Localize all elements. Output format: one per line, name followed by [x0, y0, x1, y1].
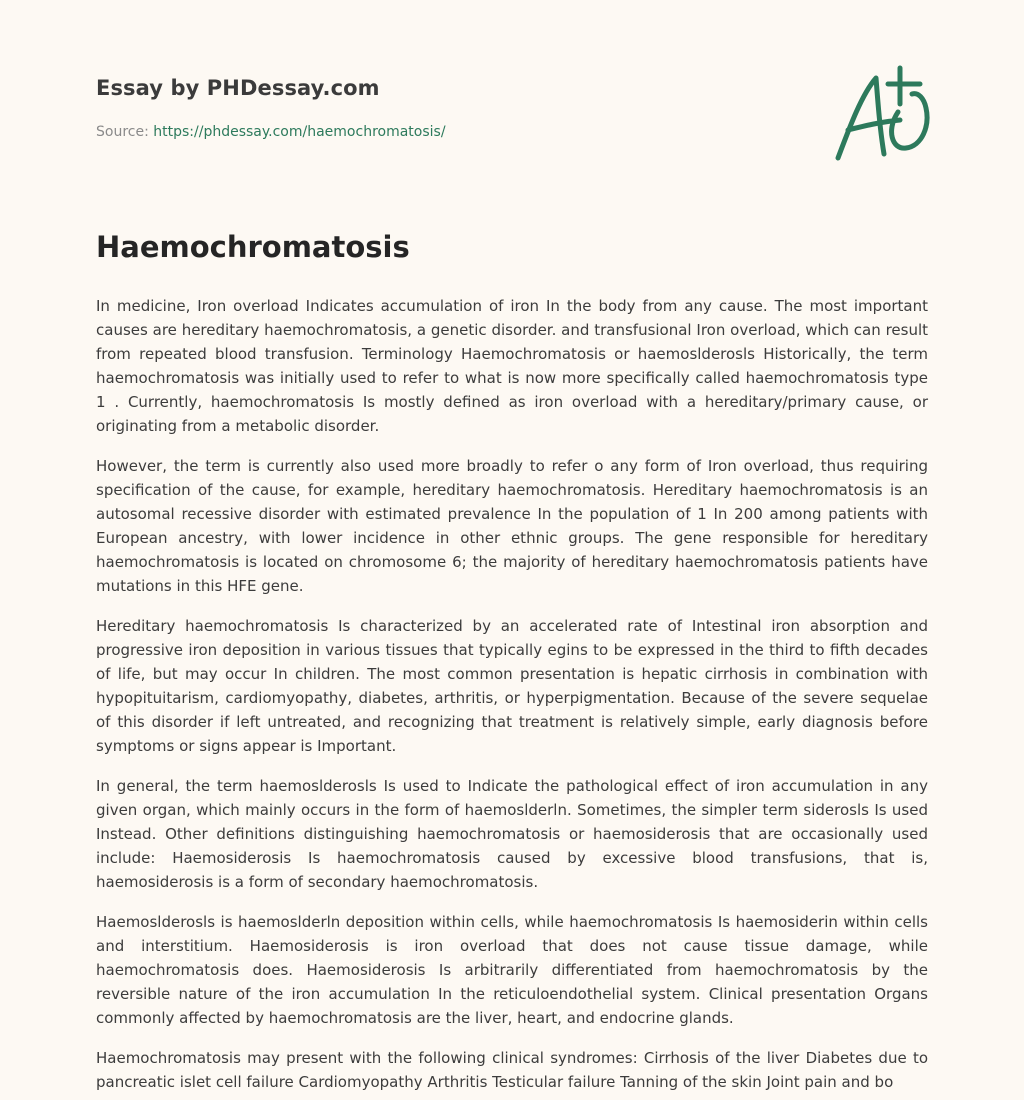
paragraph: However, the term is currently also used more broadly to refer o any form of Iron overload, thus requiring specification of the cause, for example, hereditary haemochromatosis. Hereditary haemochromatosis is an autosomal recessive disorder with estimated prevalence In the population of 1 In 200 among patients with European ancestry, with lower incidence in other ethnic groups. The gene responsible for hereditary haemochromatosis is located on chromosome 6; the majority of hereditary haemochromatosis patients have mutations in this HFE gene.	[96, 457, 928, 595]
paragraph: In medicine, Iron overload Indicates accumulation of iron In the body from any cause. The most important causes are hereditary haemochromatosis, a genetic disorder. and transfusional Iron overload, which can result from repeated blood transfusion. Terminology Haemochromatosis or haemoslderosls Historically, the term haemochromatosis was initially used to refer to what is now more specifically called haemochromatosis type 1 . Currently, haemochromatosis Is mostly defined as iron overload with a hereditary/primary cause, or originating from a metabolic disorder.	[96, 297, 928, 435]
paragraph: Hereditary haemochromatosis Is characterized by an accelerated rate of Intestinal iron absorption and progressive iron deposition in various tissues that typically egins to be expressed in the third to fifth decades of life, but may occur In children. The most common presentation is hepatic cirrhosis in combination with hypopituitarism, cardiomyopathy, diabetes, arthritis, or hyperpigmentation. Because of the severe sequelae of this disorder if left untreated, and recognizing that treatment is relatively simple, early diagnosis before symptoms or signs appear is Important.	[96, 617, 928, 755]
paragraph: Haemoslderosls is haemoslderln deposition within cells, while haemochromatosis Is haemosiderin within cells and interstitium. Haemosiderosis is iron overload that does not cause tissue damage, while haemochromatosis does. Haemosiderosis Is arbitrarily differentiated from haemochromatosis by the reversible nature of the iron accumulation In the reticuloendothelial system. Clinical presentation Organs commonly affected by haemochromatosis are the liver, heart, and endocrine glands.	[96, 913, 928, 1027]
a-plus-icon	[830, 64, 934, 168]
document-title: Haemochromatosis	[96, 230, 410, 264]
source-label: Source:	[96, 124, 154, 140]
page-header	[96, 0, 928, 200]
source-link[interactable]: https://phdessay.com/haemochromatosis/	[153, 124, 446, 140]
document-body	[96, 294, 928, 1094]
source-line	[96, 124, 446, 140]
paragraph: In general, the term haemoslderosls Is used to Indicate the pathological effect of iron accumulation in any given organ, which mainly occurs in the form of haemoslderln. Sometimes, the simpler term siderosls Is used Instead. Other definitions distinguishing haemochromatosis or haemosiderosis that are occasionally used include: Haemosiderosis Is haemochromatosis caused by excessive blood transfusions, that is, haemosiderosis is a form of secondary haemochromatosis.	[96, 777, 928, 891]
paragraph: Haemochromatosis may present with the following clinical syndromes: Cirrhosis of the liver Diabetes due to pancreatic islet cell failure Cardiomyopathy Arthritis Testicular failure Tanning of the skin Joint pain and bo	[96, 1049, 928, 1091]
brand-title: Essay by PHDessay.com	[96, 76, 380, 100]
